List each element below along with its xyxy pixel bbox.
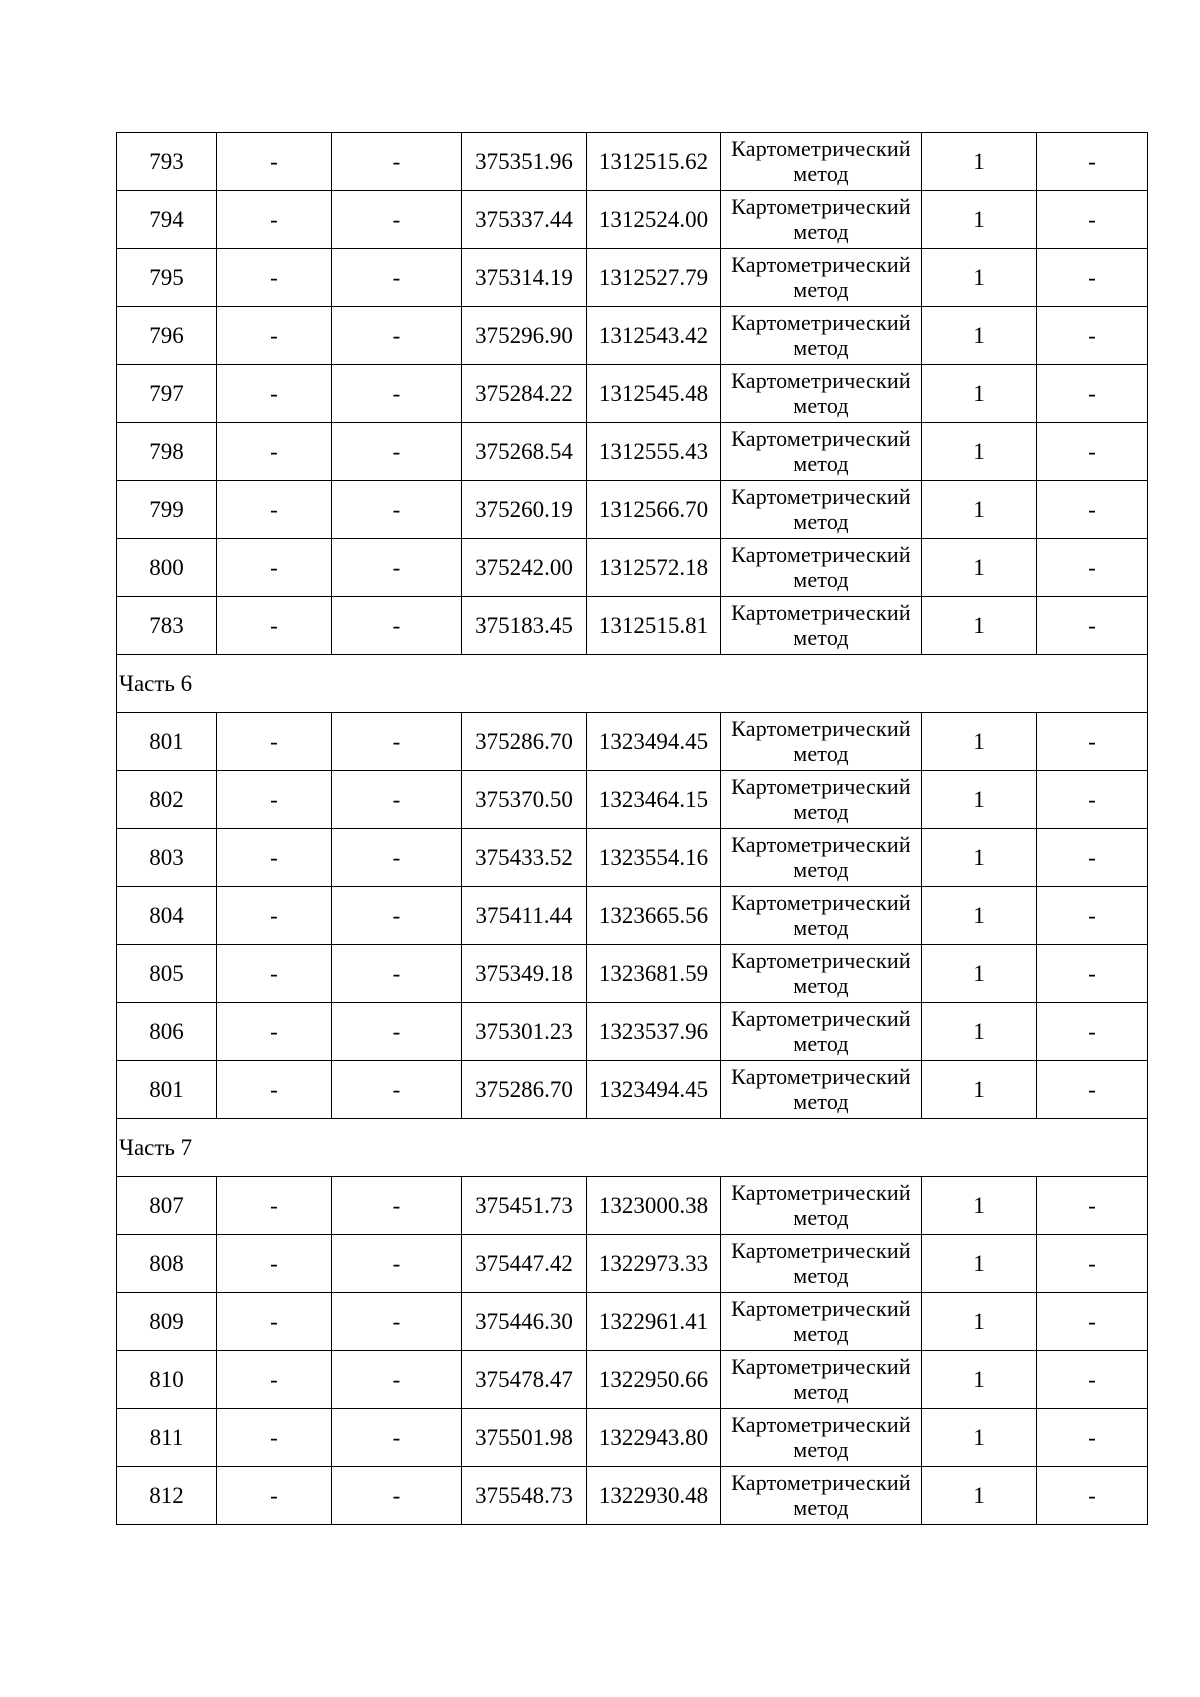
method-text-line: метод — [793, 1494, 849, 1520]
new-y-cell: 1323665.56 — [587, 887, 721, 945]
accuracy-cell: 1 — [922, 1409, 1037, 1467]
old-x-cell: - — [217, 1177, 332, 1235]
method-text-line: Картометрический — [731, 135, 911, 161]
method-text-line: Картометрический — [731, 947, 911, 973]
new-y-cell: 1323554.16 — [587, 829, 721, 887]
method-text-line: Картометрический — [731, 715, 911, 741]
old-x-cell: - — [217, 597, 332, 655]
new-x-cell: 375451.73 — [462, 1177, 587, 1235]
description-cell: - — [1037, 133, 1148, 191]
accuracy-cell: 1 — [922, 481, 1037, 539]
new-x-cell: 375286.70 — [462, 713, 587, 771]
point-number-cell: 793 — [117, 133, 217, 191]
new-x-cell: 375447.42 — [462, 1235, 587, 1293]
new-x-cell: 375183.45 — [462, 597, 587, 655]
section-label: Часть 6 — [117, 655, 1148, 713]
new-y-cell: 1322973.33 — [587, 1235, 721, 1293]
method-text-line: метод — [793, 1262, 849, 1288]
description-cell: - — [1037, 1003, 1148, 1061]
new-x-cell: 375301.23 — [462, 1003, 587, 1061]
new-y-cell: 1312524.00 — [587, 191, 721, 249]
table-row — [117, 1293, 1148, 1351]
method-text-line: Картометрический — [731, 251, 911, 277]
new-x-cell: 375268.54 — [462, 423, 587, 481]
description-cell: - — [1037, 1467, 1148, 1525]
description-cell: - — [1037, 1061, 1148, 1119]
point-number-cell: 803 — [117, 829, 217, 887]
point-number-cell: 805 — [117, 945, 217, 1003]
method-cell — [721, 1351, 922, 1409]
accuracy-cell: 1 — [922, 133, 1037, 191]
table-body — [117, 133, 1148, 1525]
point-number-cell: 799 — [117, 481, 217, 539]
old-x-cell: - — [217, 365, 332, 423]
new-x-cell: 375260.19 — [462, 481, 587, 539]
table-row — [117, 771, 1148, 829]
new-x-cell: 375501.98 — [462, 1409, 587, 1467]
method-cell — [721, 945, 922, 1003]
method-text-line: метод — [793, 450, 849, 476]
method-cell — [721, 1409, 922, 1467]
point-number-cell: 800 — [117, 539, 217, 597]
point-number-cell: 798 — [117, 423, 217, 481]
method-cell — [721, 423, 922, 481]
method-text-line: Картометрический — [731, 1295, 911, 1321]
table-row — [117, 1177, 1148, 1235]
old-x-cell: - — [217, 829, 332, 887]
method-text-line: Картометрический — [731, 309, 911, 335]
old-x-cell: - — [217, 1351, 332, 1409]
old-x-cell: - — [217, 423, 332, 481]
new-y-cell: 1312515.81 — [587, 597, 721, 655]
old-x-cell: - — [217, 191, 332, 249]
method-cell — [721, 365, 922, 423]
old-x-cell: - — [217, 713, 332, 771]
new-y-cell: 1322961.41 — [587, 1293, 721, 1351]
old-y-cell: - — [332, 365, 462, 423]
new-y-cell: 1312515.62 — [587, 133, 721, 191]
old-y-cell: - — [332, 1409, 462, 1467]
table-row — [117, 1409, 1148, 1467]
new-y-cell: 1312566.70 — [587, 481, 721, 539]
new-y-cell: 1322950.66 — [587, 1351, 721, 1409]
new-y-cell: 1323537.96 — [587, 1003, 721, 1061]
method-text-line: Картометрический — [731, 599, 911, 625]
method-text-line: метод — [793, 160, 849, 186]
old-x-cell: - — [217, 1235, 332, 1293]
table-row — [117, 423, 1148, 481]
point-number-cell: 812 — [117, 1467, 217, 1525]
new-y-cell: 1312572.18 — [587, 539, 721, 597]
accuracy-cell: 1 — [922, 1351, 1037, 1409]
method-cell — [721, 1177, 922, 1235]
accuracy-cell: 1 — [922, 191, 1037, 249]
old-y-cell: - — [332, 1177, 462, 1235]
point-number-cell: 809 — [117, 1293, 217, 1351]
old-x-cell: - — [217, 1467, 332, 1525]
method-text-line: метод — [793, 508, 849, 534]
method-text-line: метод — [793, 392, 849, 418]
new-x-cell: 375286.70 — [462, 1061, 587, 1119]
method-text-line: метод — [793, 1436, 849, 1462]
old-y-cell: - — [332, 597, 462, 655]
old-y-cell: - — [332, 1235, 462, 1293]
method-text-line: метод — [793, 624, 849, 650]
method-text-line: метод — [793, 1088, 849, 1114]
old-x-cell: - — [217, 249, 332, 307]
table-row — [117, 887, 1148, 945]
table-row — [117, 1061, 1148, 1119]
accuracy-cell: 1 — [922, 597, 1037, 655]
method-text-line: Картометрический — [731, 1469, 911, 1495]
new-y-cell: 1323464.15 — [587, 771, 721, 829]
description-cell: - — [1037, 1235, 1148, 1293]
table-row — [117, 1003, 1148, 1061]
method-text-line: Картометрический — [731, 367, 911, 393]
new-x-cell: 375548.73 — [462, 1467, 587, 1525]
table-row — [117, 1467, 1148, 1525]
new-x-cell: 375351.96 — [462, 133, 587, 191]
table-row — [117, 307, 1148, 365]
method-text-line: Картометрический — [731, 1005, 911, 1031]
point-number-cell: 783 — [117, 597, 217, 655]
old-y-cell: - — [332, 307, 462, 365]
section-label: Часть 7 — [117, 1119, 1148, 1177]
new-x-cell: 375433.52 — [462, 829, 587, 887]
table-row — [117, 249, 1148, 307]
accuracy-cell: 1 — [922, 945, 1037, 1003]
method-text-line: Картометрический — [731, 1179, 911, 1205]
new-x-cell: 375337.44 — [462, 191, 587, 249]
table-row — [117, 365, 1148, 423]
point-number-cell: 810 — [117, 1351, 217, 1409]
method-text-line: Картометрический — [731, 193, 911, 219]
new-y-cell: 1322943.80 — [587, 1409, 721, 1467]
method-text-line: Картометрический — [731, 1411, 911, 1437]
description-cell: - — [1037, 887, 1148, 945]
section-header-row — [117, 655, 1148, 713]
new-x-cell: 375284.22 — [462, 365, 587, 423]
old-x-cell: - — [217, 1293, 332, 1351]
method-cell — [721, 1003, 922, 1061]
method-text-line: Картометрический — [731, 541, 911, 567]
point-number-cell: 807 — [117, 1177, 217, 1235]
coordinates-table — [116, 132, 1148, 1525]
old-y-cell: - — [332, 1003, 462, 1061]
new-x-cell: 375446.30 — [462, 1293, 587, 1351]
old-y-cell: - — [332, 539, 462, 597]
method-cell — [721, 307, 922, 365]
point-number-cell: 811 — [117, 1409, 217, 1467]
method-cell — [721, 771, 922, 829]
accuracy-cell: 1 — [922, 771, 1037, 829]
new-x-cell: 375411.44 — [462, 887, 587, 945]
description-cell: - — [1037, 1351, 1148, 1409]
method-cell — [721, 597, 922, 655]
accuracy-cell: 1 — [922, 887, 1037, 945]
point-number-cell: 801 — [117, 1061, 217, 1119]
method-text-line: метод — [793, 740, 849, 766]
method-text-line: метод — [793, 914, 849, 940]
accuracy-cell: 1 — [922, 829, 1037, 887]
point-number-cell: 797 — [117, 365, 217, 423]
method-cell — [721, 481, 922, 539]
old-x-cell: - — [217, 887, 332, 945]
method-text-line: Картометрический — [731, 1353, 911, 1379]
method-text-line: метод — [793, 856, 849, 882]
new-x-cell: 375242.00 — [462, 539, 587, 597]
method-cell — [721, 887, 922, 945]
method-cell — [721, 1467, 922, 1525]
new-y-cell: 1312545.48 — [587, 365, 721, 423]
old-y-cell: - — [332, 887, 462, 945]
method-cell — [721, 249, 922, 307]
old-x-cell: - — [217, 1003, 332, 1061]
old-x-cell: - — [217, 945, 332, 1003]
method-text-line: метод — [793, 1320, 849, 1346]
new-x-cell: 375370.50 — [462, 771, 587, 829]
point-number-cell: 795 — [117, 249, 217, 307]
old-y-cell: - — [332, 1293, 462, 1351]
old-x-cell: - — [217, 133, 332, 191]
method-text-line: Картометрический — [731, 483, 911, 509]
old-y-cell: - — [332, 191, 462, 249]
new-y-cell: 1323494.45 — [587, 1061, 721, 1119]
new-y-cell: 1323494.45 — [587, 713, 721, 771]
method-text-line: метод — [793, 798, 849, 824]
method-text-line: Картометрический — [731, 889, 911, 915]
description-cell: - — [1037, 307, 1148, 365]
old-x-cell: - — [217, 539, 332, 597]
new-y-cell: 1322930.48 — [587, 1467, 721, 1525]
table-row — [117, 539, 1148, 597]
description-cell: - — [1037, 481, 1148, 539]
method-text-line: метод — [793, 1030, 849, 1056]
method-text-line: Картометрический — [731, 831, 911, 857]
description-cell: - — [1037, 771, 1148, 829]
table-row — [117, 713, 1148, 771]
table-row — [117, 597, 1148, 655]
method-cell — [721, 191, 922, 249]
method-text-line: Картометрический — [731, 1063, 911, 1089]
table-row — [117, 1235, 1148, 1293]
point-number-cell: 804 — [117, 887, 217, 945]
old-y-cell: - — [332, 1467, 462, 1525]
description-cell: - — [1037, 539, 1148, 597]
method-text-line: метод — [793, 1378, 849, 1404]
description-cell: - — [1037, 597, 1148, 655]
new-y-cell: 1312527.79 — [587, 249, 721, 307]
description-cell: - — [1037, 945, 1148, 1003]
old-x-cell: - — [217, 1061, 332, 1119]
old-y-cell: - — [332, 771, 462, 829]
method-cell — [721, 713, 922, 771]
method-cell — [721, 1293, 922, 1351]
accuracy-cell: 1 — [922, 365, 1037, 423]
old-y-cell: - — [332, 481, 462, 539]
method-cell — [721, 1061, 922, 1119]
old-y-cell: - — [332, 713, 462, 771]
section-header-row — [117, 1119, 1148, 1177]
accuracy-cell: 1 — [922, 1235, 1037, 1293]
description-cell: - — [1037, 1409, 1148, 1467]
description-cell: - — [1037, 1177, 1148, 1235]
table-row — [117, 481, 1148, 539]
accuracy-cell: 1 — [922, 539, 1037, 597]
method-cell — [721, 539, 922, 597]
accuracy-cell: 1 — [922, 249, 1037, 307]
method-text-line: метод — [793, 276, 849, 302]
table-row — [117, 191, 1148, 249]
accuracy-cell: 1 — [922, 1293, 1037, 1351]
method-cell — [721, 829, 922, 887]
point-number-cell: 801 — [117, 713, 217, 771]
method-text-line: Картометрический — [731, 1237, 911, 1263]
old-y-cell: - — [332, 945, 462, 1003]
old-x-cell: - — [217, 481, 332, 539]
method-text-line: метод — [793, 218, 849, 244]
description-cell: - — [1037, 829, 1148, 887]
old-x-cell: - — [217, 307, 332, 365]
new-x-cell: 375478.47 — [462, 1351, 587, 1409]
old-y-cell: - — [332, 1351, 462, 1409]
new-y-cell: 1312555.43 — [587, 423, 721, 481]
new-x-cell: 375296.90 — [462, 307, 587, 365]
table-row — [117, 945, 1148, 1003]
table-row — [117, 1351, 1148, 1409]
description-cell: - — [1037, 1293, 1148, 1351]
accuracy-cell: 1 — [922, 713, 1037, 771]
new-x-cell: 375349.18 — [462, 945, 587, 1003]
new-y-cell: 1312543.42 — [587, 307, 721, 365]
accuracy-cell: 1 — [922, 1177, 1037, 1235]
description-cell: - — [1037, 249, 1148, 307]
method-text-line: Картометрический — [731, 425, 911, 451]
point-number-cell: 796 — [117, 307, 217, 365]
method-text-line: Картометрический — [731, 773, 911, 799]
method-text-line: метод — [793, 334, 849, 360]
point-number-cell: 806 — [117, 1003, 217, 1061]
old-y-cell: - — [332, 133, 462, 191]
new-y-cell: 1323000.38 — [587, 1177, 721, 1235]
description-cell: - — [1037, 365, 1148, 423]
point-number-cell: 794 — [117, 191, 217, 249]
description-cell: - — [1037, 423, 1148, 481]
point-number-cell: 802 — [117, 771, 217, 829]
accuracy-cell: 1 — [922, 423, 1037, 481]
method-cell — [721, 1235, 922, 1293]
old-y-cell: - — [332, 249, 462, 307]
method-text-line: метод — [793, 1204, 849, 1230]
old-y-cell: - — [332, 423, 462, 481]
description-cell: - — [1037, 713, 1148, 771]
accuracy-cell: 1 — [922, 307, 1037, 365]
old-x-cell: - — [217, 771, 332, 829]
accuracy-cell: 1 — [922, 1061, 1037, 1119]
accuracy-cell: 1 — [922, 1003, 1037, 1061]
old-y-cell: - — [332, 1061, 462, 1119]
method-text-line: метод — [793, 566, 849, 592]
table-row — [117, 829, 1148, 887]
old-x-cell: - — [217, 1409, 332, 1467]
method-text-line: метод — [793, 972, 849, 998]
point-number-cell: 808 — [117, 1235, 217, 1293]
method-cell — [721, 133, 922, 191]
new-y-cell: 1323681.59 — [587, 945, 721, 1003]
accuracy-cell: 1 — [922, 1467, 1037, 1525]
new-x-cell: 375314.19 — [462, 249, 587, 307]
old-y-cell: - — [332, 829, 462, 887]
description-cell: - — [1037, 191, 1148, 249]
table-row — [117, 133, 1148, 191]
